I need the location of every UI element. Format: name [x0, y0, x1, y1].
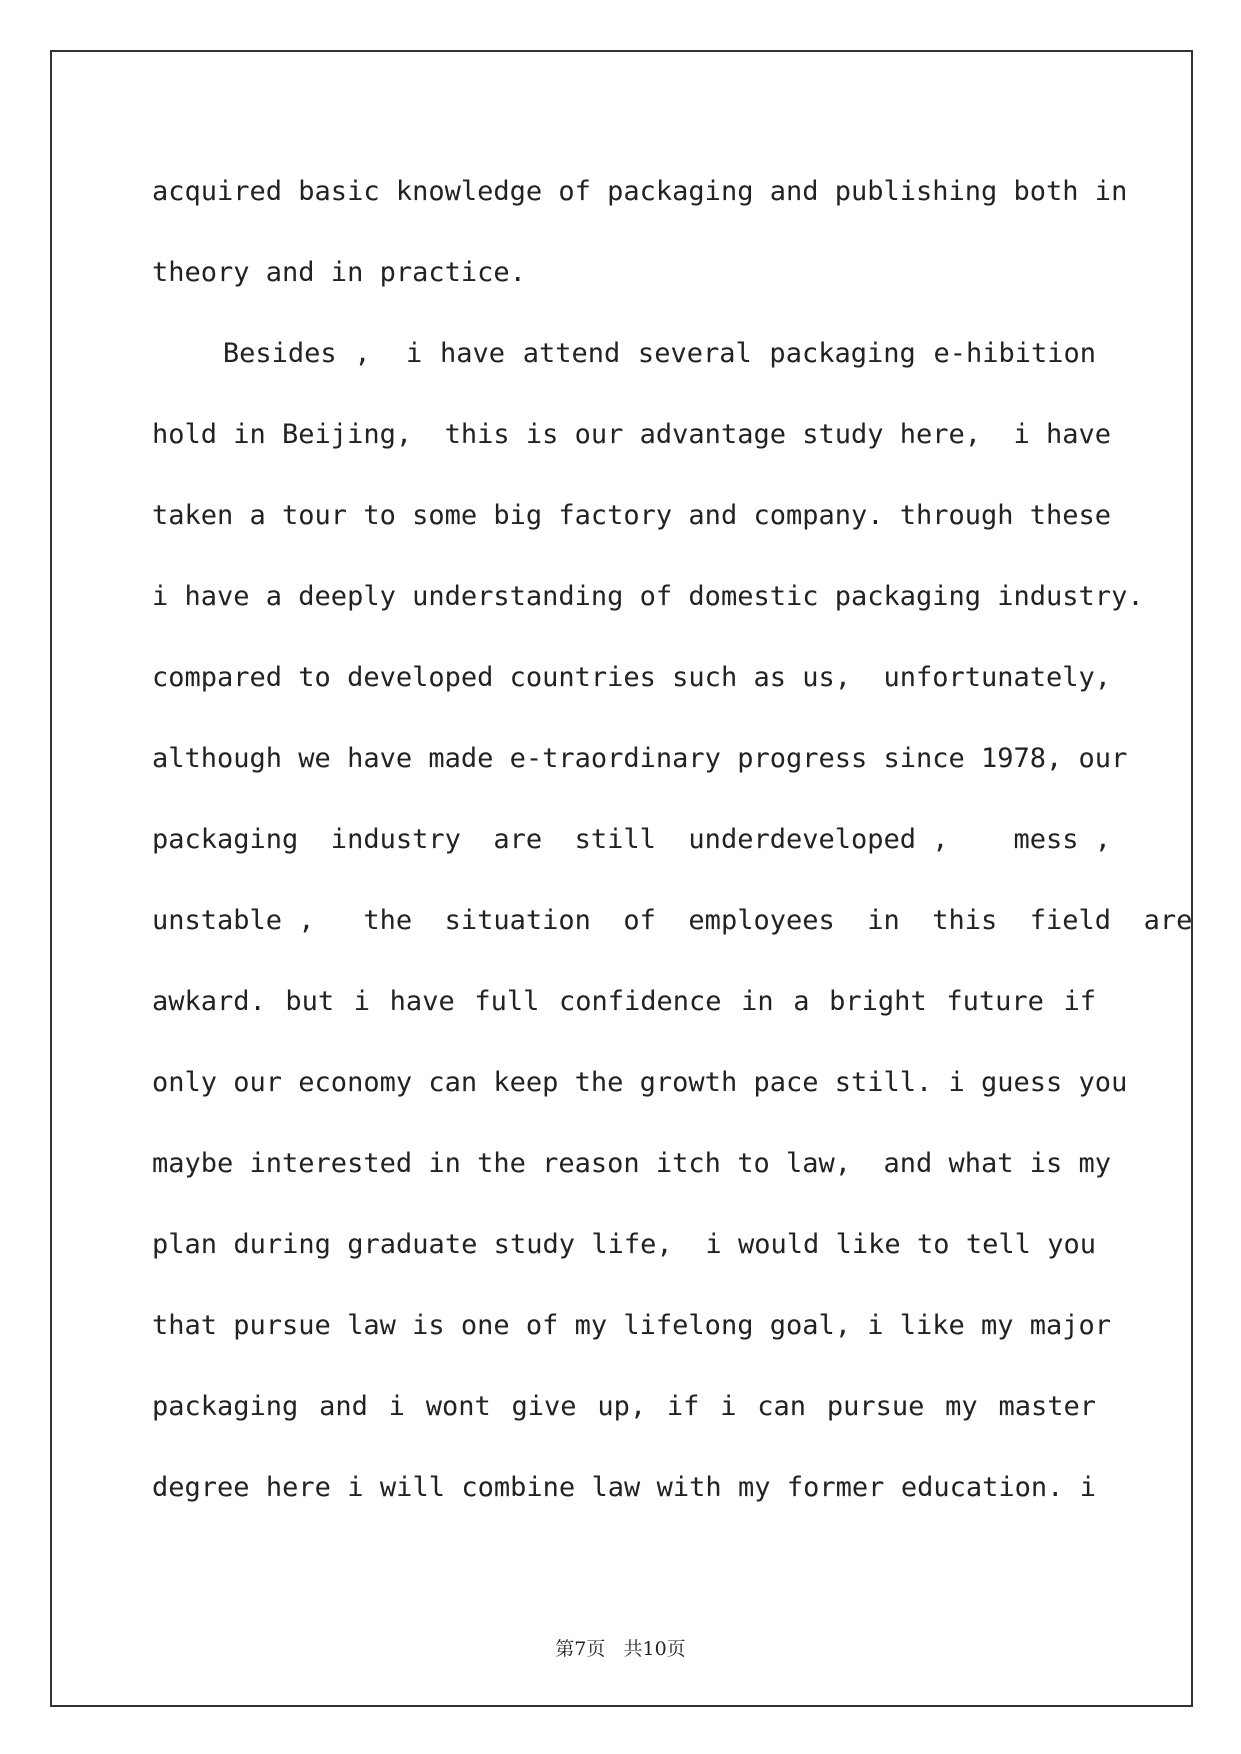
text-line: compared to developed countries such as us, unfortunately,: [152, 662, 1112, 693]
text-line: Besides , i have attend several packaging e-hibition: [152, 338, 1096, 369]
text-line: packaging industry are still underdeveloped , mess ,: [152, 824, 1112, 855]
text-line: theory and in practice.: [152, 257, 526, 288]
text-line: maybe interested in the reason itch to law, and what is my: [152, 1148, 1112, 1179]
text-line: degree here i will combine law with my former education. i: [152, 1472, 1096, 1503]
text-line: taken a tour to some big factory and company. through these: [152, 500, 1112, 531]
text-line: packaging and i wont give up, if i can pursue my master: [152, 1391, 1096, 1422]
text-line: plan during graduate study life, i would like to tell you: [152, 1229, 1096, 1260]
text-line: acquired basic knowledge of packaging and publishing both in: [152, 176, 1128, 207]
text-line: that pursue law is one of my lifelong goal, i like my major: [152, 1310, 1112, 1341]
text-line: only our economy can keep the growth pace still. i guess you: [152, 1067, 1128, 1098]
page-border: [50, 50, 1193, 1707]
text-line: although we have made e-traordinary progress since 1978, our: [152, 743, 1128, 774]
text-line: i have a deeply understanding of domestic packaging industry.: [152, 581, 1144, 612]
page-number-footer: 第7页 共10页: [555, 1638, 686, 1660]
text-line: hold in Beijing, this is our advantage study here, i have: [152, 419, 1112, 450]
text-line: unstable , the situation of employees in this field are: [152, 905, 1193, 936]
text-line: awkard. but i have full confidence in a bright future if: [152, 986, 1096, 1017]
